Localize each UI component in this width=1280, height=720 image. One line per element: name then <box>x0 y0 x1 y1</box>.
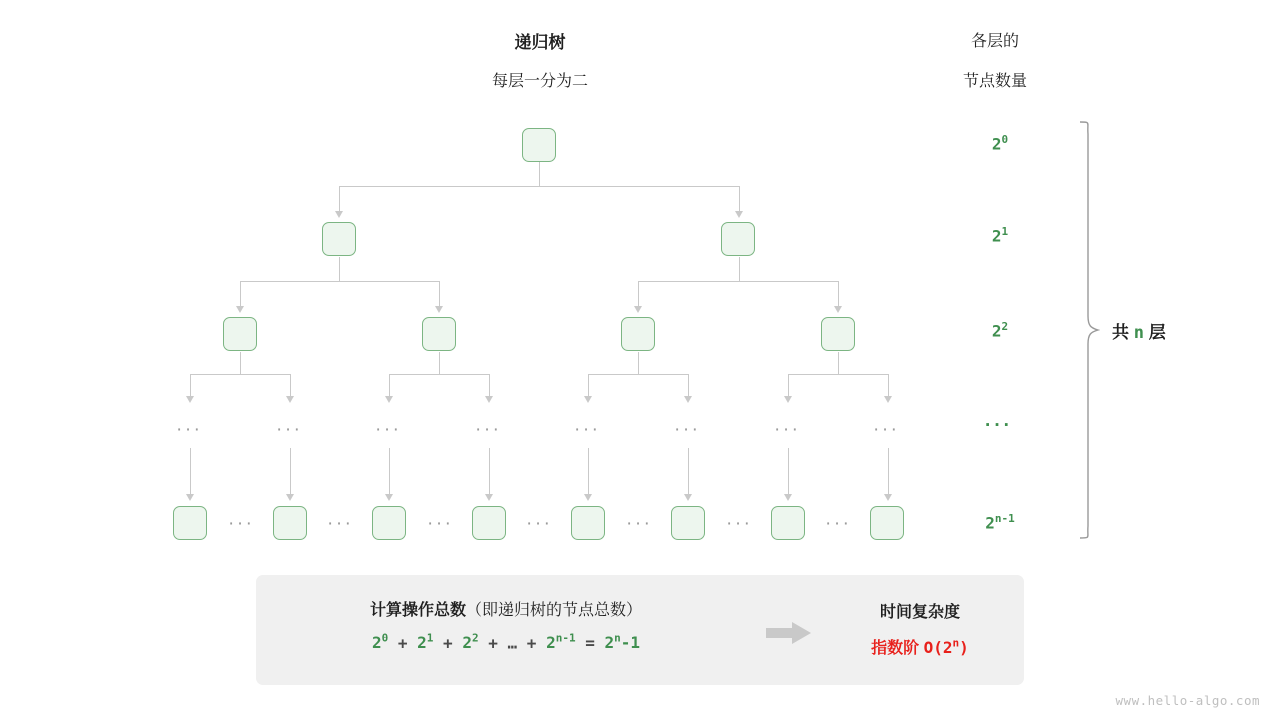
edge-l2n4-stem <box>838 352 839 374</box>
edge-l1r-stem <box>739 257 740 281</box>
arrow-dots1 <box>186 396 194 403</box>
arrow-leaf8 <box>884 494 892 501</box>
tree-node <box>671 506 705 540</box>
edge-l0-bus <box>339 186 740 187</box>
edge-dots3-drop <box>389 374 390 398</box>
formula-plus-1: + <box>397 633 408 653</box>
watermark: www.hello-algo.com <box>1115 693 1260 708</box>
edge-dots8-drop <box>888 374 889 398</box>
edge-leaf5-drop <box>588 448 589 496</box>
edge-dots6-drop <box>688 374 689 398</box>
tree-ellipsis: ··· <box>774 419 801 440</box>
arrow-l2-n3 <box>634 306 642 313</box>
tree-node <box>621 317 655 351</box>
edge-dots7-drop <box>788 374 789 398</box>
tree-ellipsis: ··· <box>176 419 203 440</box>
edge-leaf3-drop <box>389 448 390 496</box>
formula-plus-3: + <box>488 633 498 653</box>
arrow-l2-n1 <box>236 306 244 313</box>
edge-l2-n1-drop <box>240 281 241 308</box>
formula-result: 2$^n$-1 <box>604 632 641 653</box>
arrow-l1-left <box>335 211 343 218</box>
time-complexity-label: 指数阶 <box>871 640 920 657</box>
formula-term-ellipsis: … <box>507 633 518 653</box>
level-count-2-exp: 2 <box>1001 320 1009 333</box>
level-count-2 <box>955 320 1045 340</box>
tree-ellipsis: ··· <box>375 419 402 440</box>
level-count-2-base: 2 <box>991 321 1002 341</box>
edge-leaf2-drop <box>290 448 291 496</box>
arrow-dots4 <box>485 396 493 403</box>
formula-term-2: $2^2$ <box>462 632 479 653</box>
edge-l1l-bus <box>240 281 440 282</box>
levels-brace-label <box>1112 318 1166 343</box>
tree-ellipsis: ··· <box>327 513 354 534</box>
tree-ellipsis: ··· <box>873 419 900 440</box>
level-count-last-base: 2 <box>985 513 995 533</box>
arrow-leaf3 <box>385 494 393 501</box>
levels-brace <box>1078 120 1100 540</box>
tree-ellipsis: ··· <box>825 513 852 534</box>
right-column-header-line1: 各层的 <box>970 33 1019 50</box>
arrow-leaf2 <box>286 494 294 501</box>
edge-l2n3-stem <box>638 352 639 374</box>
summary-panel <box>256 575 1024 685</box>
arrow-leaf4 <box>485 494 493 501</box>
level-count-0-exp: 0 <box>1001 133 1009 146</box>
arrow-dots7 <box>784 396 792 403</box>
edge-dots4-drop <box>489 374 490 398</box>
summary-right <box>816 575 1024 658</box>
operation-count-header <box>256 597 756 620</box>
tree-ellipsis: ··· <box>526 513 553 534</box>
tree-ellipsis: ··· <box>626 513 653 534</box>
level-count-last <box>950 512 1050 532</box>
edge-l0-stem <box>539 162 540 186</box>
edge-l2-n3-drop <box>638 281 639 308</box>
tree-ellipsis: ··· <box>427 513 454 534</box>
diagram-title: 递归树 <box>514 33 566 52</box>
tree-node <box>322 222 356 256</box>
tree-node <box>223 317 257 351</box>
arrow-dots3 <box>385 396 393 403</box>
tree-ellipsis: ··· <box>726 513 753 534</box>
edge-leaf6-drop <box>688 448 689 496</box>
edge-l2-n2-drop <box>439 281 440 308</box>
edge-leaf8-drop <box>888 448 889 496</box>
formula-plus-4: + <box>526 633 537 653</box>
right-arrow-icon <box>766 622 812 644</box>
level-count-ellipsis: ··· <box>985 415 1013 436</box>
formula-equals: = <box>585 633 595 653</box>
tree-ellipsis: ··· <box>228 513 255 534</box>
edge-dots2-drop <box>290 374 291 398</box>
tree-ellipsis: ··· <box>574 419 601 440</box>
summary-left <box>256 575 756 652</box>
tree-ellipsis: ··· <box>276 419 303 440</box>
arrow-l2-n4 <box>834 306 842 313</box>
edge-l2-n4-drop <box>838 281 839 308</box>
right-column-header-line2: 节点数量 <box>962 73 1027 90</box>
tree-node <box>522 128 556 162</box>
tree-node <box>571 506 605 540</box>
tree-node <box>372 506 406 540</box>
tree-node <box>821 317 855 351</box>
operation-count-formula <box>256 632 756 652</box>
time-complexity-expr: O(2$^n$) <box>923 636 969 657</box>
arrow-dots5 <box>584 396 592 403</box>
arrow-l2-n2 <box>435 306 443 313</box>
tree-node <box>771 506 805 540</box>
arrow-leaf5 <box>584 494 592 501</box>
edge-l2n2-stem <box>439 352 440 374</box>
tree-node <box>422 317 456 351</box>
tree-node <box>273 506 307 540</box>
diagram-subtitle: 每层一分为二 <box>491 73 588 90</box>
formula-term-0: $2^0$ <box>371 632 389 653</box>
tree-node <box>870 506 904 540</box>
arrow-leaf6 <box>684 494 692 501</box>
edge-leaf4-drop <box>489 448 490 496</box>
time-complexity-header: 时间复杂度 <box>879 604 960 621</box>
operation-count-header-rest: （即递归树的节点总数） <box>466 602 643 619</box>
edge-dots1-drop <box>190 374 191 398</box>
edge-dots5-drop <box>588 374 589 398</box>
levels-brace-suffix: 层 <box>1148 323 1166 342</box>
formula-term-1: $2^1$ <box>417 632 434 653</box>
edge-l2n1-bus <box>190 374 291 375</box>
level-count-0-base: 2 <box>991 134 1002 154</box>
edge-l1l-stem <box>339 257 340 281</box>
edge-leaf1-drop <box>190 448 191 496</box>
edge-l2n1-stem <box>240 352 241 374</box>
arrow-leaf7 <box>784 494 792 501</box>
arrow-dots8 <box>884 396 892 403</box>
arrow-dots6 <box>684 396 692 403</box>
arrow-dots2 <box>286 396 294 403</box>
edge-leaf7-drop <box>788 448 789 496</box>
level-count-0 <box>955 133 1045 153</box>
time-complexity-value <box>816 635 1024 658</box>
edge-l2n3-bus <box>588 374 689 375</box>
level-count-last-exp: n-1 <box>994 512 1015 525</box>
edge-l2n2-bus <box>389 374 490 375</box>
tree-node <box>472 506 506 540</box>
edge-l2n4-bus <box>788 374 889 375</box>
formula-plus-2: + <box>443 633 453 653</box>
levels-brace-n: n <box>1133 323 1144 343</box>
formula-term-last: 2$^{n-1}$ <box>546 632 576 653</box>
edge-l1-right-drop <box>739 186 740 213</box>
level-count-1-base: 2 <box>991 226 1002 246</box>
arrow-l1-right <box>735 211 743 218</box>
levels-brace-prefix: 共 <box>1112 323 1129 342</box>
level-count-1-exp: 1 <box>1001 225 1009 238</box>
level-count-1 <box>955 225 1045 245</box>
tree-ellipsis: ··· <box>475 419 502 440</box>
tree-ellipsis: ··· <box>674 419 701 440</box>
tree-node <box>173 506 207 540</box>
arrow-leaf1 <box>186 494 194 501</box>
edge-l1-left-drop <box>339 186 340 213</box>
operation-count-header-bold: 计算操作总数 <box>369 602 466 619</box>
tree-node <box>721 222 755 256</box>
edge-l1r-bus <box>638 281 838 282</box>
